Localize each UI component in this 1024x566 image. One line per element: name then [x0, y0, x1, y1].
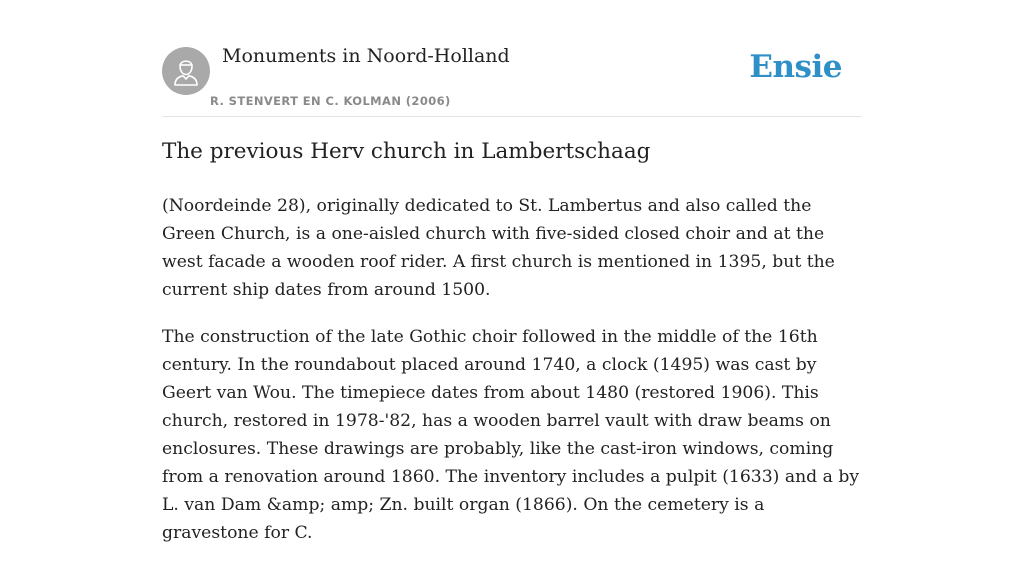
header	[162, 0, 862, 117]
user-silhouette-icon	[172, 55, 200, 87]
brand-logo[interactable]: Ensie	[749, 49, 842, 85]
article-paragraph: (Noordeinde 28), originally dedicated to St. Lambertus and also called the Green Church, is a one-aisled church with five-sided closed choir and at the west facade a wooden roof rider. A first church is mentioned in 1395, but the current ship dates from around 1500.	[162, 196, 835, 300]
collection-title[interactable]: Monuments in Noord-Holland	[222, 45, 510, 67]
article-paragraph: The construction of the late Gothic choir followed in the middle of the 16th century. In the roundabout placed around 1740, a clock (1495) was cast by Geert van Wou. The timepiece dates from about 1480 (restored 1906). This church, restored in 1978-'82, has a wooden barrel vault with draw beams on enclosures. These drawings are probably, like the cast-iron windows, coming from a renovation around 1860. The inventory includes a pulpit (1633) and a by L. van Dam &amp; amp; Zn. built organ (1866). On the cemetery is a gravestone for C.	[162, 327, 860, 543]
avatar	[162, 47, 210, 95]
page	[162, 0, 862, 543]
collection-author: R. STENVERT EN C. KOLMAN (2006)	[210, 94, 451, 108]
article-body	[162, 192, 862, 566]
article-title: The previous Herv church in Lambertschaag	[162, 139, 651, 164]
